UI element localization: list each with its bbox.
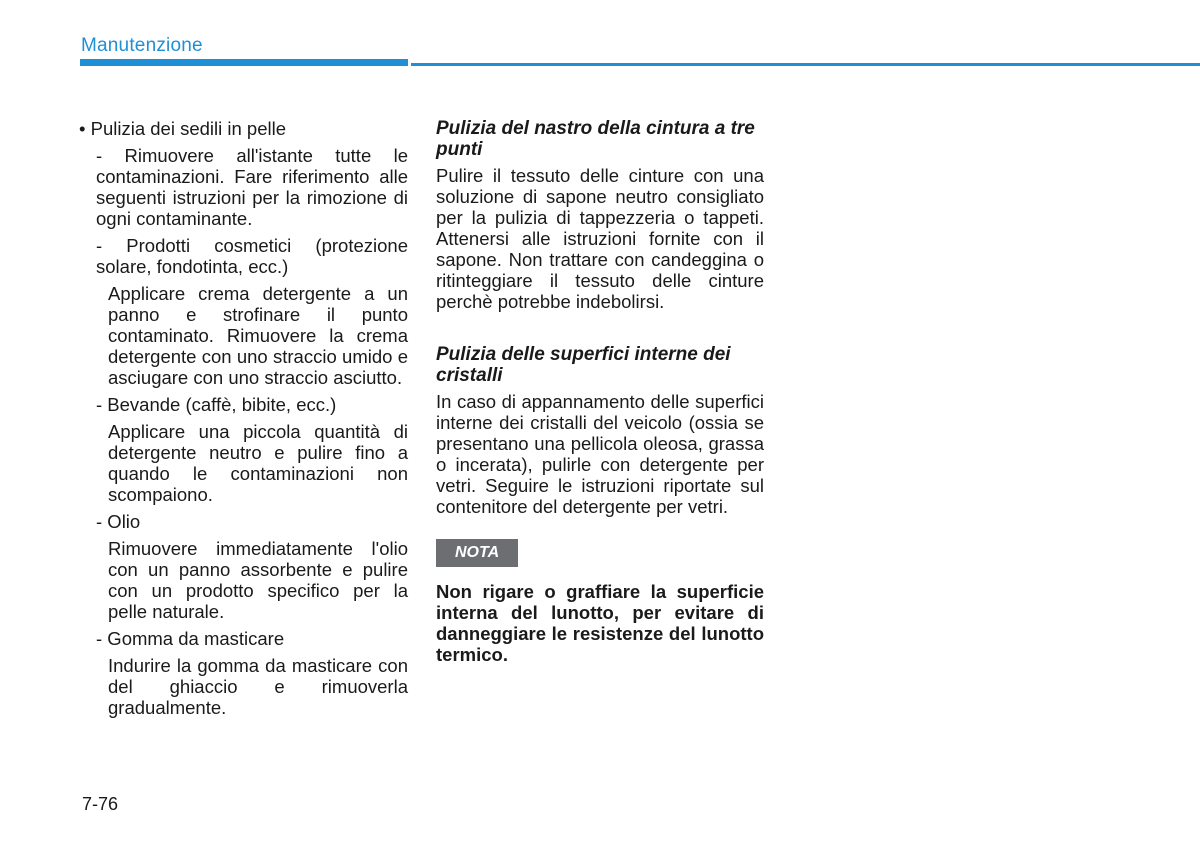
section-heading: Pulizia del nastro della cintura a tre punti [436, 118, 755, 160]
left-column [79, 118, 408, 718]
list-item-label: - Bevande (caffè, bibite, ecc.) [96, 394, 337, 415]
list-item-para: Applicare crema detergente a un panno e strofinare il punto contaminato. Rimuovere la crema detergente con uno straccio umido e asciugare con uno straccio asciutto. [108, 283, 408, 388]
list-item [79, 394, 408, 415]
list-item [79, 235, 408, 277]
right-column [436, 118, 764, 665]
header-rule-thin [411, 63, 1200, 66]
page-number: 7-76 [82, 794, 119, 814]
nota-badge: NOTA [436, 539, 518, 567]
section-body: In caso di appannamento delle superfici interne dei cristalli del veicolo (ossia se presentano una pellicola oleosa, grassa o incerata), pulirle con detergente per vetri. Seguire le istruzioni riportate sul contenitore del detergente per vetri. [436, 391, 764, 517]
list-item-label: - Gomma da masticare [96, 628, 285, 649]
header-rule-thick [80, 59, 408, 66]
nota-text: Non rigare o graffiare la superficie interna del lunotto, per evitare di danneggiare le resistenze del lunotto termico. [436, 581, 764, 665]
list-item-para: Rimuovere immediatamente l'olio con un panno assorbente e pulire con un prodotto specifico per la pelle naturale. [108, 538, 408, 622]
list-item [79, 628, 408, 649]
section-title: Manutenzione [81, 35, 203, 56]
section-body: Pulire il tessuto delle cinture con una soluzione di sapone neutro consigliato per la pulizia di tappezzeria o tappeti. Attenersi alle istruzioni fornite con il sapone. Non trattare con candeggina o ritinteggiare il tessuto delle cinture perchè potrebbe indebolirsi. [436, 165, 764, 312]
list-item-label: - Olio [96, 511, 141, 532]
list-item [79, 511, 408, 532]
list-item-para: Applicare una piccola quantità di detergente neutro e pulire fino a quando le contaminazioni non scompaiono. [108, 421, 408, 505]
section-heading: Pulizia delle superfici interne dei cristalli [436, 344, 731, 386]
list-item-text: - Rimuovere all'istante tutte le contaminazioni. Fare riferimento alle seguenti istruzioni per la rimozione di ogni contaminante. [96, 145, 408, 229]
list-item-para: Indurire la gomma da masticare con del ghiaccio e rimuoverla gradualmente. [108, 655, 408, 718]
bullet-title: • Pulizia dei sedili in pelle [79, 118, 287, 139]
list-item-label: - Prodotti cosmetici (protezione solare, fondotinta, ecc.) [96, 235, 408, 277]
list-item [79, 145, 408, 229]
